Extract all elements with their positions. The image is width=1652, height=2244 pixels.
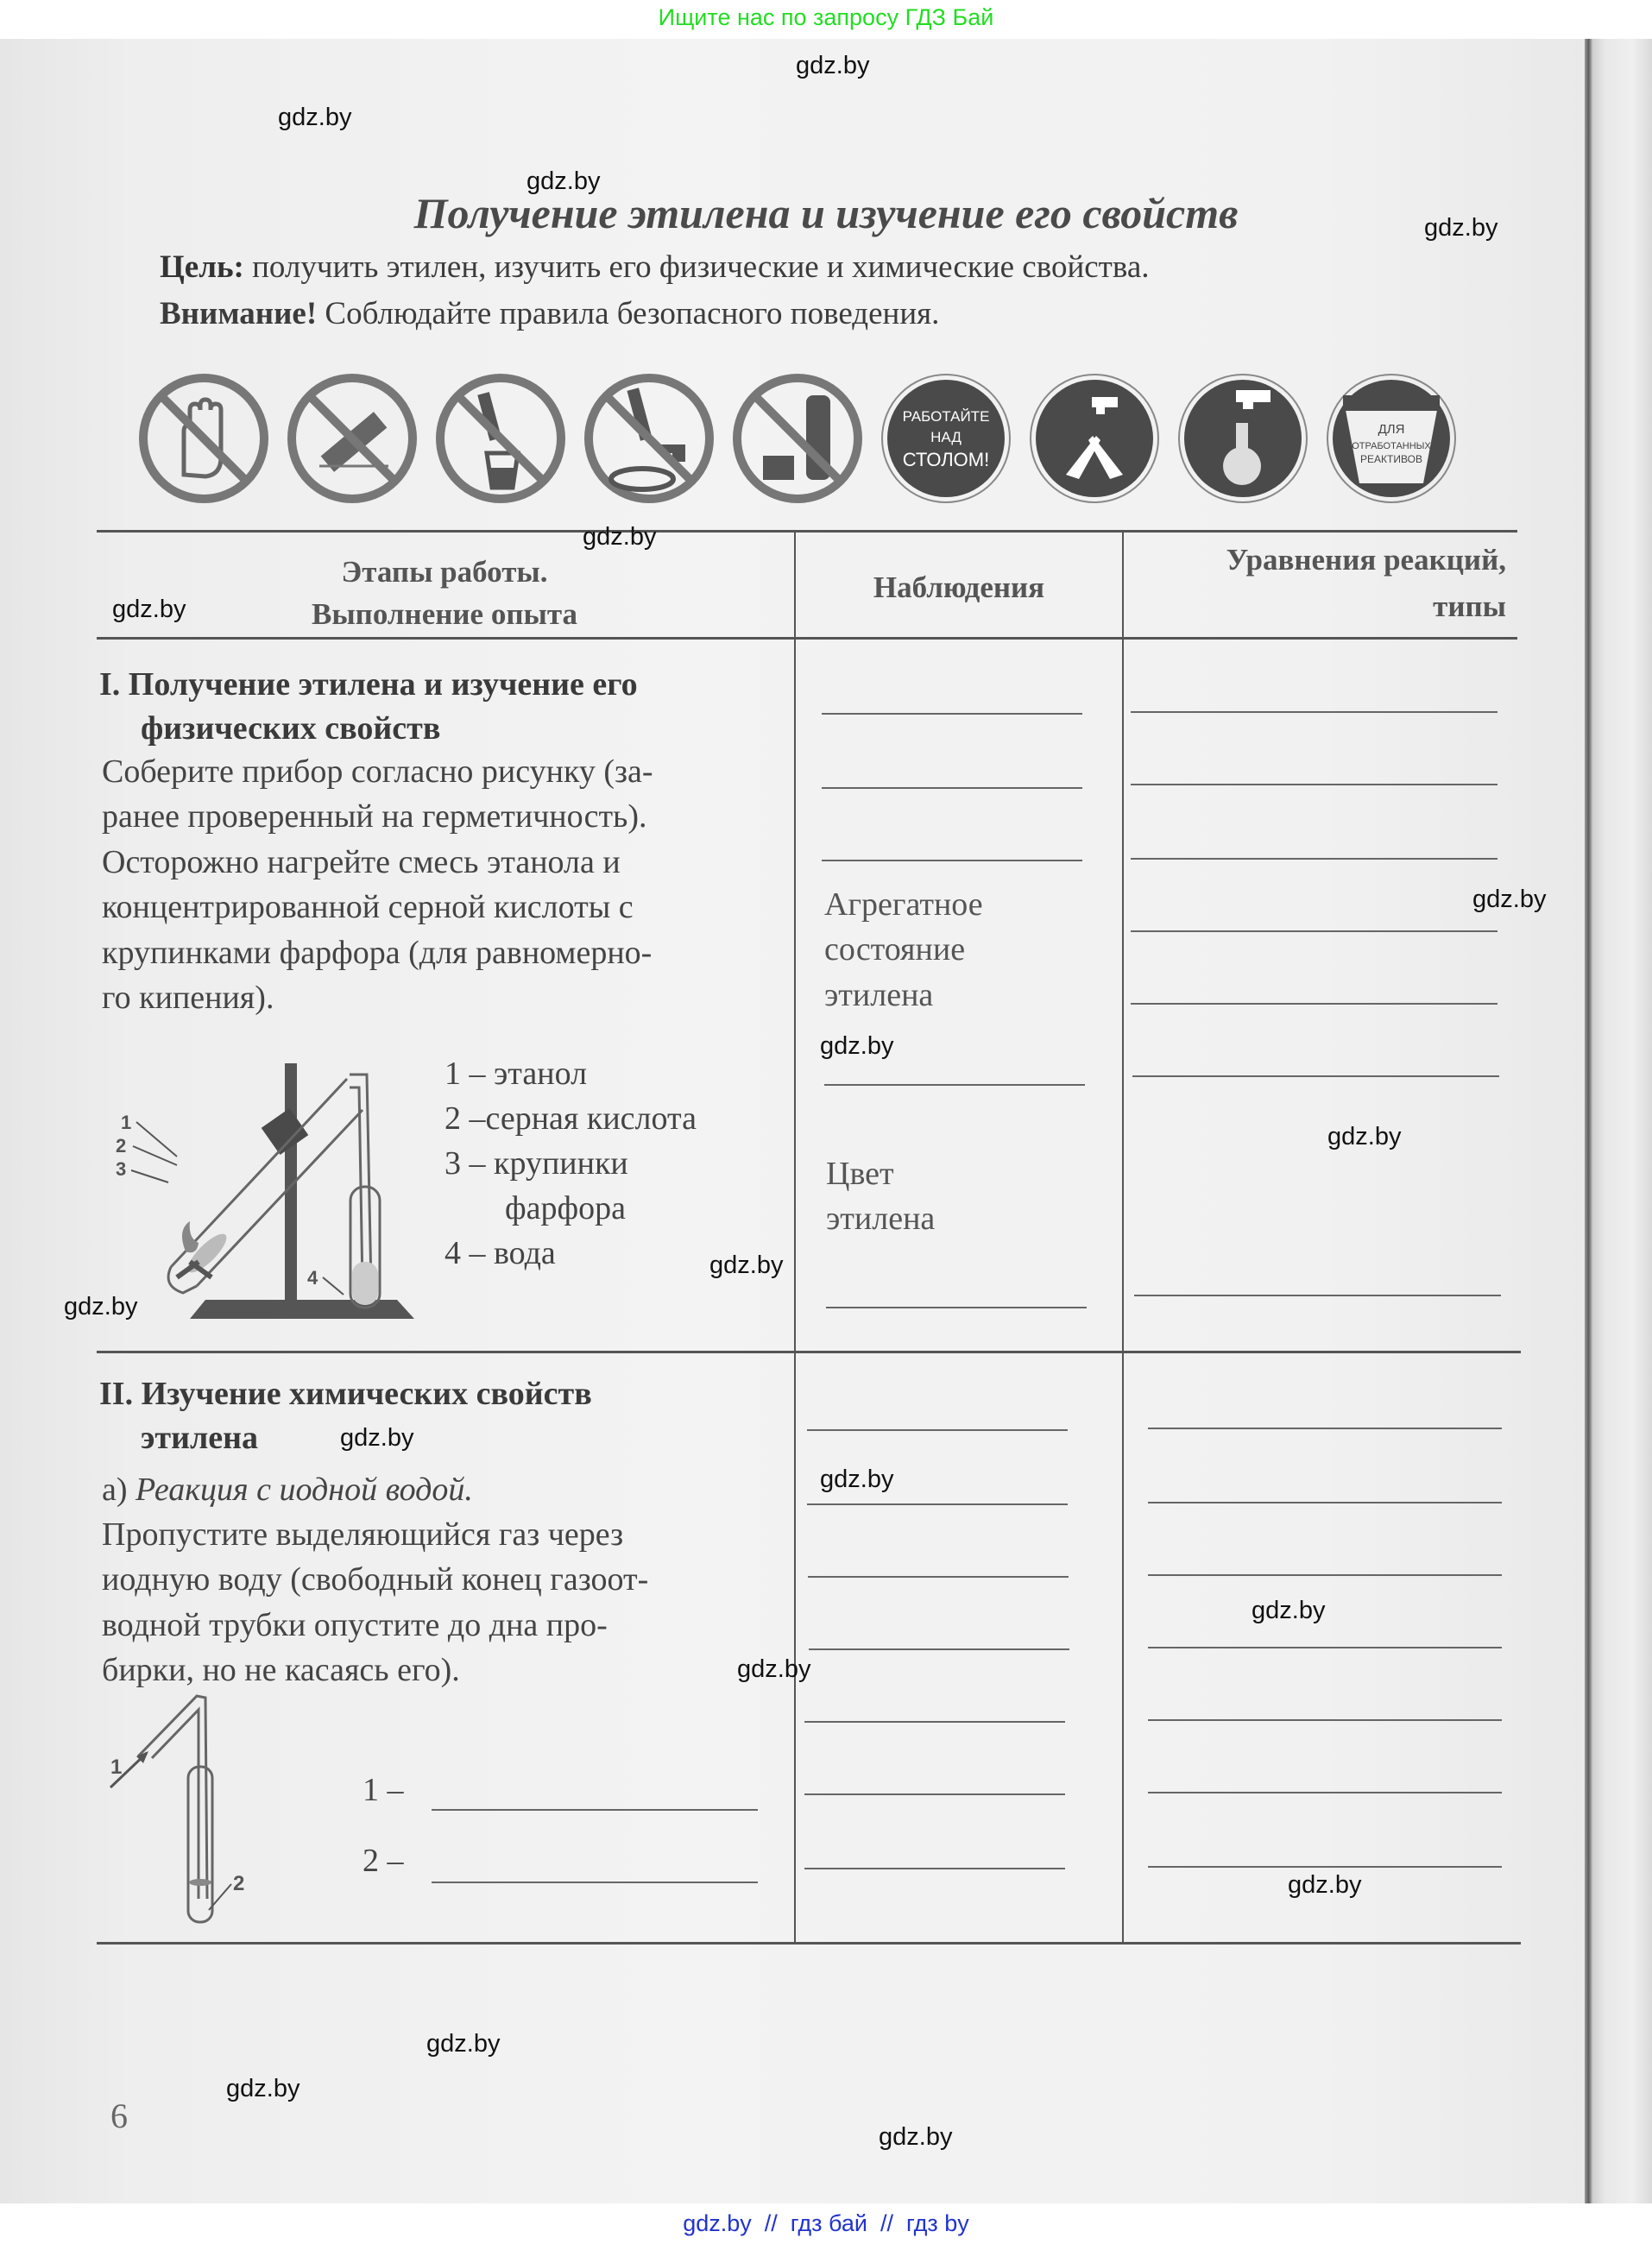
bottom-banner [0, 2203, 1652, 2244]
fill-label-2: 2 – [363, 1843, 404, 1879]
observation-blank[interactable] [822, 860, 1082, 861]
header-stages-line1: Этапы работы. [341, 555, 548, 589]
work-over-table-line1: РАБОТАЙТЕ [902, 408, 990, 425]
equation-blank[interactable] [1131, 930, 1498, 932]
no-tasting-icon [285, 371, 419, 506]
waste-line1: ДЛЯ [1378, 422, 1405, 437]
table-bottom-border [97, 1942, 1521, 1945]
fig2-label-1: 1 [110, 1755, 123, 1779]
obs-line: состояние [824, 931, 966, 968]
watermark: gdz.by [709, 1251, 784, 1279]
header-observations: Наблюдения [873, 570, 1045, 604]
watermark: gdz.by [1252, 1597, 1326, 1624]
legend-item: фарфора [505, 1190, 626, 1227]
page-title: Получение этилена и изучение его свойств [413, 189, 1239, 237]
paragraph-line: Пропустите выделяющийся газ через [102, 1516, 624, 1553]
section2-heading [99, 1372, 790, 1461]
header-stages-line2: Выполнение опыта [312, 597, 577, 631]
observation-blank[interactable] [804, 1721, 1065, 1723]
no-pouring-in-sink-icon [582, 371, 716, 506]
header-equations-line2: типы [1433, 589, 1506, 624]
work-over-table-line2: НАД [930, 429, 962, 445]
table-col-divider-1 [794, 530, 796, 1944]
equation-blank[interactable] [1131, 784, 1498, 785]
book-spine-edge [1585, 39, 1652, 2203]
work-over-table-line3: СТОЛОМ! [902, 449, 990, 470]
observation-blank[interactable] [824, 1084, 1085, 1086]
goal-text: получить этилен, изучить его физические и химические свойства. [243, 249, 1150, 285]
equation-blank[interactable] [1131, 1003, 1498, 1005]
observation-blank[interactable] [808, 1576, 1069, 1578]
page-number: 6 [110, 2096, 128, 2135]
section2-paragraph [102, 1512, 775, 1693]
watermark: gdz.by [1472, 886, 1547, 913]
watermark: gdz.by [820, 1032, 894, 1060]
wash-hands-icon [1027, 371, 1162, 506]
table-section-divider [97, 1351, 1521, 1353]
paragraph-line: Соберите прибор согласно рисунку (за- [102, 753, 653, 790]
paragraph-line: концентрированной серной кислоты с [102, 889, 634, 926]
equation-blank[interactable] [1148, 1428, 1502, 1429]
section2-heading-line2: этилена [141, 1420, 259, 1457]
equation-blank[interactable] [1148, 1502, 1502, 1503]
fill-blank-2[interactable] [432, 1882, 758, 1883]
legend-item: 1 – этанол [445, 1056, 588, 1092]
watermark: gdz.by [1288, 1871, 1362, 1899]
observation-blank[interactable] [807, 1503, 1068, 1505]
goal-line [160, 249, 1150, 286]
waste-reagents-container-icon [1324, 371, 1459, 506]
section1-heading-line1: I. Получение этилена и изучение его [99, 666, 638, 703]
watermark: gdz.by [64, 1293, 138, 1321]
observation-blank[interactable] [809, 1648, 1069, 1650]
legend-item: 3 – крупинки [445, 1145, 628, 1182]
observation-blank[interactable] [807, 1429, 1068, 1431]
top-banner-text: Ищите нас по запросу ГДЗ Бай [658, 4, 994, 30]
header-stages [242, 551, 647, 635]
equation-blank[interactable] [1148, 1866, 1502, 1868]
watermark: gdz.by [426, 2030, 501, 2058]
warning-label: Внимание! [160, 296, 318, 331]
watermark: gdz.by [796, 52, 870, 79]
fig2-label-2: 2 [233, 1872, 245, 1895]
observation-blank[interactable] [804, 1868, 1065, 1869]
observation-color-label [826, 1151, 935, 1242]
section2-subtitle [102, 1467, 473, 1512]
equation-blank[interactable] [1148, 1647, 1502, 1648]
legend-item: 4 – вода [445, 1235, 556, 1272]
ethylene-apparatus-diagram [104, 1036, 432, 1329]
fig1-label-4: 4 [307, 1267, 318, 1289]
watermark: gdz.by [820, 1466, 894, 1493]
section1-heading-line2: физических свойств [141, 710, 441, 747]
observation-state-label [824, 882, 983, 1018]
watermark: gdz.by [1327, 1123, 1402, 1150]
fig1-label-2: 2 [116, 1135, 127, 1157]
equation-blank[interactable] [1148, 1574, 1502, 1576]
top-banner [0, 0, 1652, 39]
watermark: gdz.by [737, 1655, 811, 1683]
no-drinking-icon [433, 371, 568, 506]
equation-blank[interactable] [1131, 858, 1498, 860]
work-over-table-icon [879, 371, 1013, 506]
fig1-label-3: 3 [116, 1158, 127, 1180]
safety-icons-row [136, 362, 1483, 509]
equation-blank[interactable] [1132, 1075, 1499, 1077]
waste-line2: ОТРАБОТАННЫХ [1352, 441, 1431, 451]
watermark: gdz.by [278, 104, 352, 131]
paragraph-line: водной трубки опустите до дна про- [102, 1606, 608, 1643]
paragraph-line: ранее проверенный на герметичность). [102, 798, 647, 835]
watermark: gdz.by [1424, 214, 1498, 242]
watermark: gdz.by [583, 523, 657, 551]
equation-blank[interactable] [1148, 1792, 1502, 1793]
obs-line: этилена [824, 976, 934, 1013]
rinse-glassware-icon [1176, 371, 1310, 506]
bottom-banner-links[interactable]: gdz.by // гдз бай // гдз by [683, 2210, 969, 2236]
obs-line: Цвет [826, 1156, 894, 1192]
no-touching-hand-icon [136, 371, 271, 506]
header-equations [1131, 537, 1506, 631]
section1-paragraph [102, 749, 775, 1021]
equation-blank[interactable] [1148, 1719, 1502, 1721]
legend-item: 2 –серная кислота [445, 1100, 697, 1138]
subtitle-prefix: а) [102, 1472, 136, 1508]
observation-blank[interactable] [822, 713, 1082, 715]
waste-line3: РЕАКТИВОВ [1360, 453, 1422, 465]
watermark: gdz.by [226, 2075, 300, 2102]
equation-blank[interactable] [1134, 1295, 1501, 1296]
table-top-border [97, 530, 1517, 533]
fill-blank-1[interactable] [432, 1809, 758, 1811]
obs-line: Агрегатное [824, 886, 983, 923]
fill-label-1: 1 – [363, 1772, 404, 1808]
table-col-divider-2 [1122, 530, 1124, 1944]
watermark: gdz.by [112, 596, 186, 623]
no-food-icon [730, 371, 865, 506]
watermark: gdz.by [526, 167, 601, 195]
paragraph-line: Осторожно нагрейте смесь этанола и [102, 843, 621, 880]
observation-blank[interactable] [822, 787, 1082, 789]
table-header-bottom-border [97, 637, 1517, 640]
goal-label: Цель: [160, 249, 244, 285]
apparatus-legend [445, 1051, 697, 1276]
observation-blank[interactable] [804, 1793, 1065, 1795]
observation-blank[interactable] [826, 1307, 1087, 1308]
paragraph-line: иодную воду (свободный конец газоот- [102, 1561, 649, 1598]
paragraph-line: бирки, но не касаясь его). [102, 1652, 460, 1689]
fig1-label-1: 1 [121, 1112, 132, 1133]
header-equations-line1: Уравнения реакций, [1226, 543, 1506, 577]
iodine-water-diagram [104, 1687, 293, 1929]
subtitle-text: Реакция с иодной водой. [136, 1472, 473, 1508]
obs-line: этилена [826, 1201, 936, 1238]
equation-blank[interactable] [1131, 711, 1498, 713]
paragraph-line: крупинками фарфора (для равномерно- [102, 934, 653, 971]
watermark: gdz.by [340, 1424, 414, 1452]
warning-line [160, 295, 939, 332]
section1-heading [99, 663, 790, 752]
paragraph-line: го кипения). [102, 980, 274, 1017]
watermark: gdz.by [879, 2123, 953, 2151]
warning-text: Соблюдайте правила безопасного поведения. [317, 296, 940, 331]
section2-heading-line1: II. Изучение химических свойств [99, 1376, 592, 1412]
